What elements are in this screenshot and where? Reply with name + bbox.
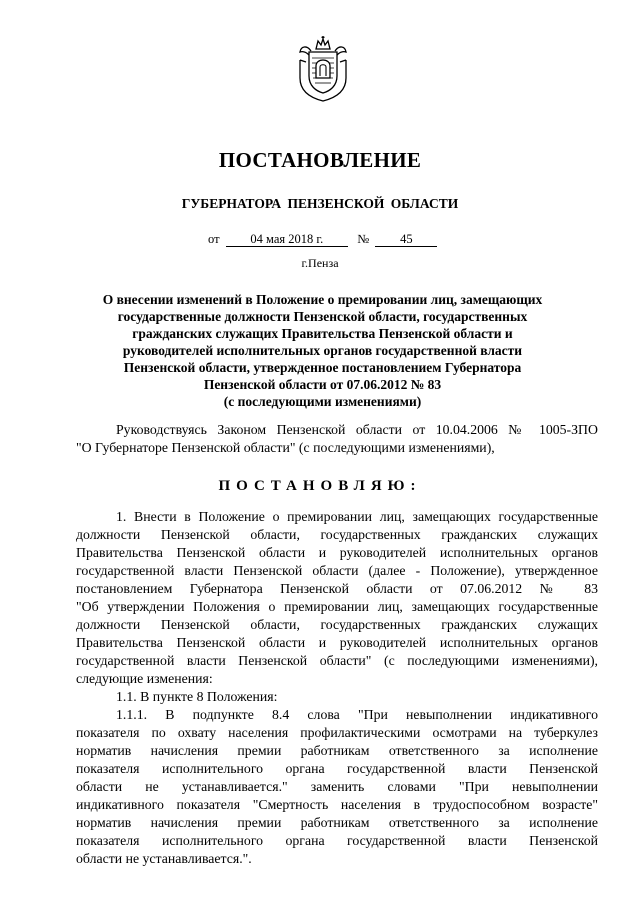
body-line: 1. Внести в Положение о премировании лиц, замещающих государственные xyxy=(116,509,598,524)
heading-line: О внесении изменений в Положение о премировании лиц, замещающих xyxy=(102,292,543,307)
city: г.Пенза xyxy=(301,256,339,270)
document-number: 45 xyxy=(375,232,437,247)
heading-line: руководителей исполнительных органов государственной власти xyxy=(122,343,523,358)
body-line: государственной власти Пензенской области" (с последующими изменениями), xyxy=(76,653,598,668)
heading-line: гражданских служащих Правительства Пензенской области и xyxy=(132,326,513,341)
heading-line: Пензенской области от 07.06.2012 № 83 xyxy=(203,377,442,392)
body-line: постановлением Губернатора Пензенской области от 07.06.2012 № 83 xyxy=(76,581,598,596)
body-line: показателя исполнительного органа государственной власти Пензенской xyxy=(76,833,598,848)
body-line: индикативного показателя "Смертность населения в трудоспособном возрасте" xyxy=(76,797,598,812)
body-line: норматив начисления премии работникам ответственного за исполнение xyxy=(76,815,598,830)
body-line: показателя по охвату населения профилактическими осмотрами на туберкулез xyxy=(76,725,598,740)
body-line: показателя исполнительного органа государственной власти Пензенской xyxy=(76,761,598,776)
heading-line: (с последующими изменениями) xyxy=(223,394,422,409)
body-line: 1.1.1. В подпункте 8.4 слова "При невыполнении индикативного xyxy=(116,707,598,722)
number-prefix: № xyxy=(357,232,370,246)
body-line: должности Пензенской области, государственных гражданских служащих xyxy=(76,527,598,542)
date-prefix: от xyxy=(208,232,220,246)
preamble-line: "О Губернаторе Пензенской области" (с последующими изменениями), xyxy=(76,440,495,455)
decree-body xyxy=(76,508,598,868)
body-line: должности Пензенской области, государственных гражданских служащих xyxy=(76,617,598,632)
body-line: государственной власти Пензенской области (далее - Положение), утвержденное xyxy=(76,563,598,578)
document-heading xyxy=(95,291,550,410)
body-line: Правительства Пензенской области и руководителей исполнительных органов xyxy=(76,635,598,650)
document-date: 04 мая 2018 г. xyxy=(226,232,348,247)
body-line: следующие изменения: xyxy=(76,671,213,686)
preamble-line: Руководствуясь Законом Пензенской области от 10.04.2006 № 1005-ЗПО xyxy=(116,422,598,437)
body-line: Правительства Пензенской области и руководителей исполнительных органов xyxy=(76,545,598,560)
body-line: "Об утверждении Положения о премировании лиц, замещающих государственные xyxy=(76,599,598,614)
body-line: области не устанавливается." заменить словами "При невыполнении xyxy=(76,779,598,794)
body-line: норматив начисления премии работникам ответственного за исполнение xyxy=(76,743,598,758)
body-line: 1.1. В пункте 8 Положения: xyxy=(116,689,278,704)
heading-line: Пензенской области, утвержденное постановлением Губернатора xyxy=(123,360,522,375)
body-line: области не устанавливается.". xyxy=(76,851,252,866)
coat-of-arms-icon xyxy=(297,36,349,102)
issuer-title: ГУБЕРНАТОРА ПЕНЗЕНСКОЙ ОБЛАСТИ xyxy=(181,196,459,211)
preamble xyxy=(76,421,598,457)
heading-line: государственные должности Пензенской области, государственных xyxy=(117,309,528,324)
decree-word: ПОСТАНОВЛЯЮ: xyxy=(218,478,422,494)
document-title: ПОСТАНОВЛЕНИЕ xyxy=(218,148,422,172)
date-number-line xyxy=(208,232,437,247)
